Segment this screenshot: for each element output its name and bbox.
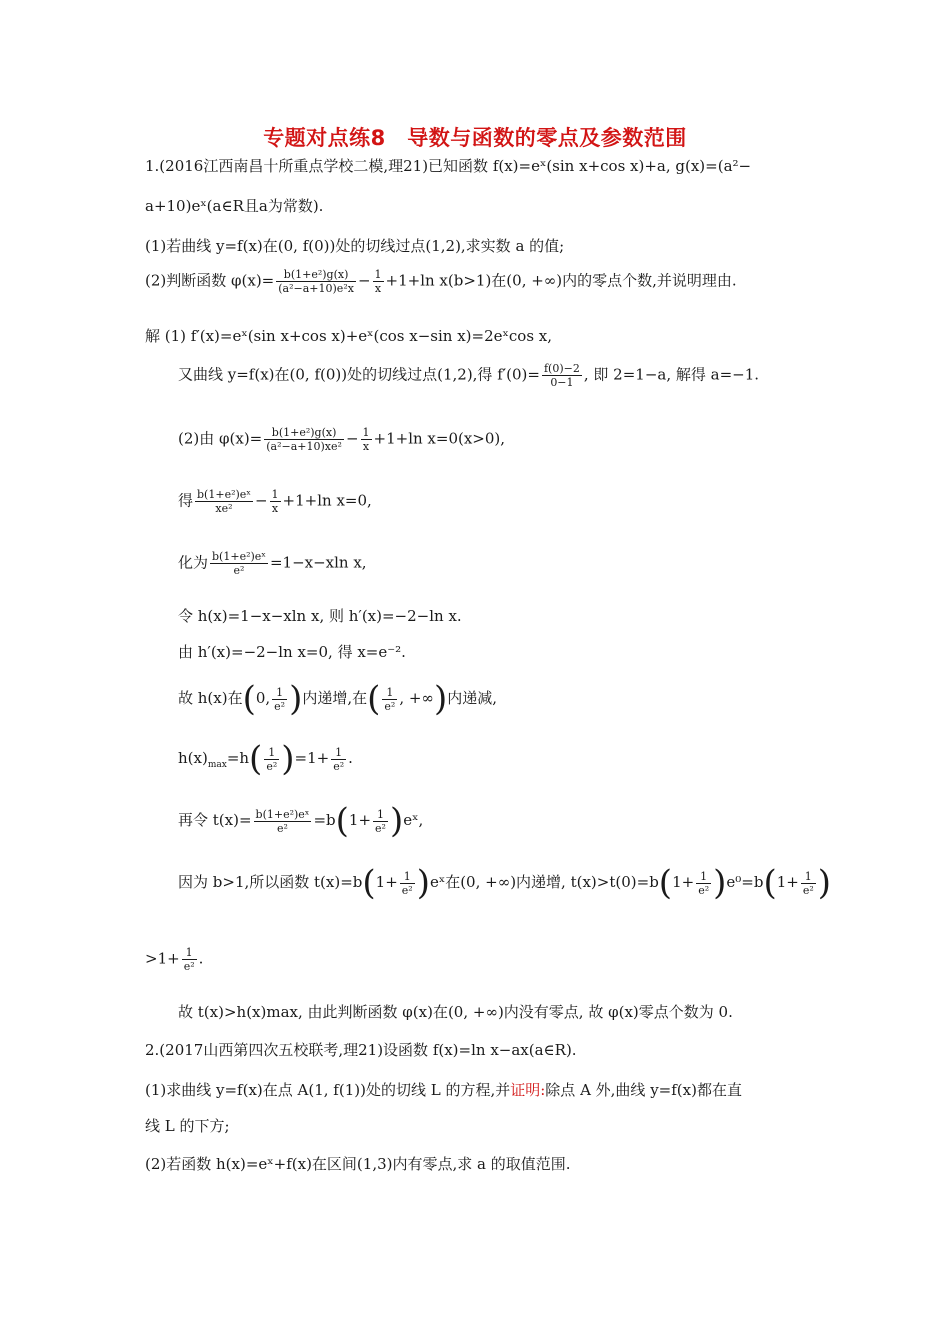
- interval2-fraction: [382, 686, 397, 713]
- step10-mid: =b: [313, 811, 336, 829]
- left-paren: (: [249, 739, 263, 779]
- right-paren: ): [433, 679, 448, 719]
- right-paren: ): [389, 801, 404, 841]
- right-paren: ): [416, 863, 430, 903]
- step3-fraction2: [361, 426, 372, 453]
- step11-inner2: 1+: [672, 873, 695, 891]
- left-paren: (: [367, 679, 381, 719]
- solution-step7: 由 h′(x)=−2−ln x=0, 得 x=e⁻².: [178, 643, 406, 661]
- step11-fraction: [400, 870, 415, 897]
- fraction-denominator: x: [361, 439, 372, 453]
- step9-pre: h(x): [178, 749, 208, 767]
- fraction-denominator: e²: [266, 759, 278, 773]
- fraction-numerator: 1: [376, 807, 384, 821]
- right-paren: ): [281, 739, 295, 779]
- minus-sign: −: [345, 429, 359, 448]
- step11-fraction2: [696, 870, 711, 897]
- solution-step9: [178, 739, 353, 779]
- solution-step1: 解 (1) f′(x)=eˣ(sin x+cos x)+eˣ(cos x−sin x)=2eˣcos x,: [145, 327, 553, 345]
- fraction-numerator: b(1+e²)eˣ: [197, 488, 251, 501]
- minus-sign: −: [357, 271, 371, 290]
- interval2-end: , +∞: [399, 689, 434, 707]
- step4-pre: 得: [178, 491, 194, 510]
- step12-pre: >1+: [145, 949, 180, 968]
- step10-fraction2: [373, 808, 388, 835]
- step9-post: .: [348, 749, 353, 767]
- fraction-numerator: 1: [271, 488, 279, 501]
- left-paren: (: [362, 863, 376, 903]
- solution-step8: [178, 679, 497, 719]
- fraction-numerator: b(1+e²)eˣ: [255, 807, 310, 821]
- fraction-denominator: e²: [274, 699, 286, 713]
- step9-eq: =1+: [294, 749, 330, 767]
- q2-line1: 2.(2017山西第四次五校联考,理21)设函数 f(x)=ln x−ax(a∈R).: [145, 1041, 577, 1059]
- solution-step6: 令 h(x)=1−x−xln x, 则 h′(x)=−2−ln x.: [178, 607, 462, 625]
- proof-keyword: 证明:: [510, 1081, 546, 1099]
- step5-pre: 化为: [178, 553, 209, 572]
- step12-fraction: [182, 946, 197, 973]
- fraction-numerator: 1: [362, 426, 370, 439]
- step4-fraction: [195, 488, 253, 515]
- fraction-denominator: e²: [210, 563, 268, 577]
- fraction-numerator: f(0)−2: [543, 362, 580, 375]
- step10-fraction: [254, 808, 312, 835]
- step2-post: , 即 2=1−a, 解得 a=−1.: [583, 365, 760, 384]
- step10-post: eˣ,: [403, 811, 424, 829]
- q2-part1-pre: (1)求曲线 y=f(x)在点 A(1, f(1))处的切线 L 的方程,并: [145, 1081, 511, 1099]
- step5-fraction: [210, 550, 268, 577]
- step2-pre: 又曲线 y=f(x)在(0, f(0))处的切线过点(1,2),得 f′(0)=: [178, 365, 540, 384]
- solution-step5: [178, 550, 367, 577]
- step9-mid: =h: [226, 749, 250, 767]
- fraction-denominator: e²: [254, 821, 312, 835]
- q1-part1: (1)若曲线 y=f(x)在(0, f(0))处的切线过点(1,2),求实数 a 的值;: [145, 237, 565, 255]
- step11-inner: 1+: [375, 873, 398, 891]
- step9-fraction: [264, 746, 279, 773]
- minus-sign: −: [254, 491, 268, 510]
- step11-fraction3: [801, 870, 816, 897]
- step8-mid: 内递增,在: [302, 689, 368, 707]
- fraction-denominator: xe²: [195, 501, 253, 515]
- q1-line1: 1.(2016江西南昌十所重点学校二模,理21)已知函数 f(x)=eˣ(sin x+cos x)+a, g(x)=(a²−: [145, 157, 752, 175]
- step9-fraction2: [331, 746, 346, 773]
- q2-part1-line2: 线 L 的下方;: [145, 1117, 230, 1135]
- right-paren: ): [289, 679, 303, 719]
- fraction-denominator: e²: [333, 759, 345, 773]
- fraction-denominator: e²: [698, 883, 710, 897]
- fraction-denominator: 0−1: [542, 375, 582, 389]
- solution-step2: [178, 362, 759, 389]
- solution-step12: [145, 946, 203, 973]
- step10-inner: 1+: [348, 811, 372, 829]
- step4-fraction2: [270, 488, 281, 515]
- step10-pre: 再令 t(x)=: [178, 811, 252, 829]
- step8-pre: 故 h(x)在: [178, 689, 243, 707]
- fraction-denominator: e²: [401, 883, 413, 897]
- page-title: 专题对点练8 导数与函数的零点及参数范围: [263, 126, 687, 150]
- fraction-denominator: e²: [802, 883, 814, 897]
- max-subscript: max: [207, 760, 227, 770]
- fraction-numerator: 1: [374, 268, 382, 281]
- fraction-numerator: 1: [804, 869, 812, 883]
- fraction-numerator: 1: [185, 946, 193, 959]
- fraction-numerator: 1: [335, 745, 343, 759]
- step5-post: =1−x−xln x,: [269, 553, 367, 572]
- solution-step10: [178, 801, 424, 841]
- q2-part1: [145, 1080, 742, 1100]
- step3-post: +1+ln x=0(x>0),: [373, 429, 506, 448]
- fraction-numerator: 1: [700, 869, 708, 883]
- fraction-numerator: b(1+e²)eˣ: [212, 550, 266, 563]
- left-paren: (: [763, 863, 777, 903]
- q1-part2-fraction2: [373, 268, 384, 295]
- step11-pre: 因为 b>1,所以函数 t(x)=b: [178, 873, 363, 891]
- left-paren: (: [335, 801, 349, 841]
- step3-pre: (2)由 φ(x)=: [178, 429, 263, 448]
- left-paren: (: [658, 863, 673, 903]
- step4-post: +1+ln x=0,: [282, 491, 372, 510]
- solution-step13: 故 t(x)>h(x)max, 由此判断函数 φ(x)在(0, +∞)内没有零点, 故 φ(x)零点个数为 0.: [178, 1003, 733, 1021]
- right-paren: ): [817, 863, 832, 903]
- q2-part1-post: 除点 A 外,曲线 y=f(x)都在直: [545, 1081, 742, 1099]
- fraction-denominator: e²: [183, 960, 195, 973]
- solution-step3: [178, 426, 505, 453]
- fraction-numerator: b(1+e²)g(x): [271, 426, 337, 439]
- fraction-denominator: e²: [384, 699, 396, 713]
- interval1-start: 0,: [255, 689, 271, 707]
- step12-post: .: [198, 949, 204, 968]
- fraction-numerator: 1: [276, 685, 284, 699]
- q1-part2-pre: (2)判断函数 φ(x)=: [145, 271, 275, 290]
- interval1-fraction: [272, 686, 287, 713]
- fraction-denominator: (a²−a+10)e²x: [278, 282, 354, 295]
- right-paren: ): [713, 863, 727, 903]
- step3-fraction: [264, 426, 344, 453]
- solution-step11: [178, 863, 832, 903]
- fraction-denominator: e²: [375, 821, 386, 835]
- fraction-numerator: b(1+e²)g(x): [283, 268, 349, 281]
- fraction-numerator: 1: [386, 685, 394, 699]
- fraction-denominator: x: [270, 501, 281, 515]
- fraction-numerator: 1: [403, 869, 411, 883]
- left-paren: (: [242, 679, 256, 719]
- q1-part2-post: +1+ln x(b>1)在(0, +∞)内的零点个数,并说明理由.: [385, 271, 737, 290]
- step11-mid: eˣ在(0, +∞)内递增, t(x)>t(0)=b: [429, 873, 659, 891]
- fraction-denominator: x: [373, 281, 384, 295]
- q2-part2: (2)若函数 h(x)=eˣ+f(x)在区间(1,3)内有零点,求 a 的取值范围.: [145, 1155, 571, 1173]
- step11-inner3: 1+: [776, 873, 799, 891]
- q1-line2: a+10)eˣ(a∈R且a为常数).: [145, 197, 324, 215]
- fraction-denominator: (a²−a+10)xe²: [266, 440, 342, 453]
- q1-part2-fraction: [276, 268, 356, 295]
- q1-part2: [145, 268, 737, 295]
- step11-mid2: e⁰=b: [726, 873, 764, 891]
- solution-step4: [178, 488, 372, 515]
- fraction-numerator: 1: [268, 745, 276, 759]
- step2-fraction: [542, 362, 582, 389]
- step8-post: 内递减,: [447, 689, 497, 707]
